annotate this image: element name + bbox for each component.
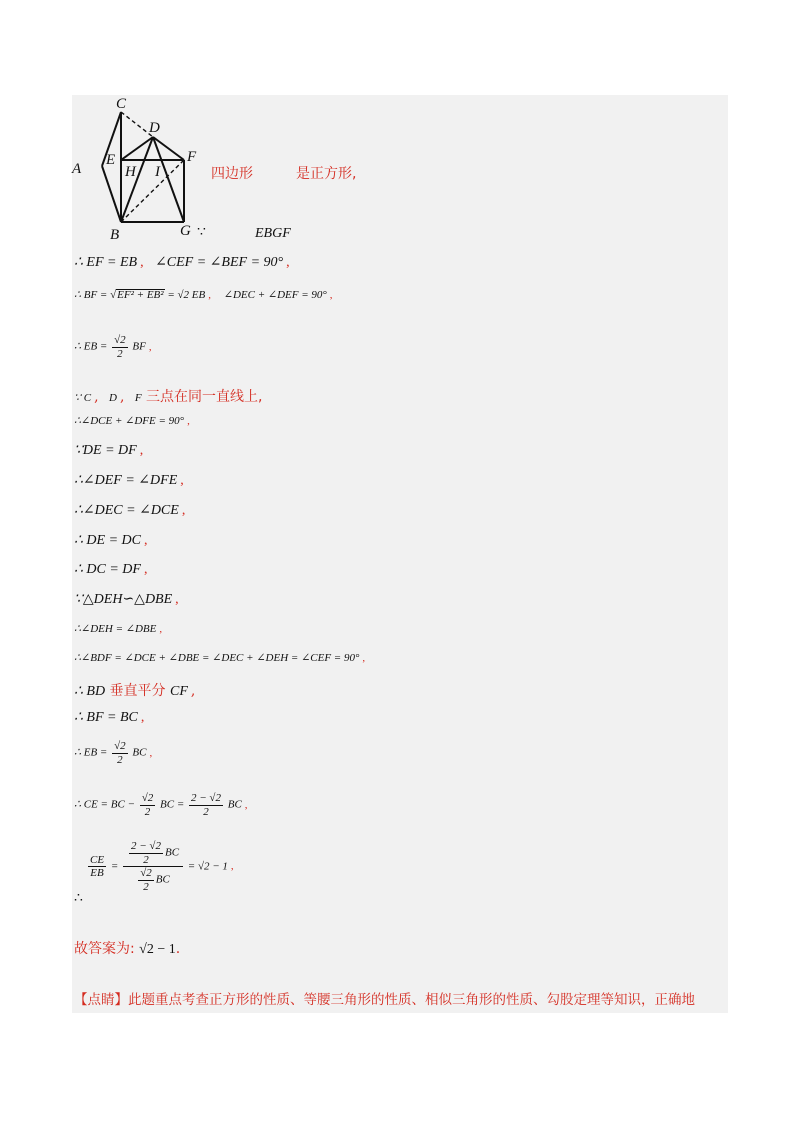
line-8 <box>74 472 184 489</box>
label-h: H <box>125 164 136 180</box>
comma: , <box>329 289 333 301</box>
comma: , <box>244 798 248 811</box>
geometry-figure <box>70 92 210 244</box>
line-13 <box>74 622 162 635</box>
point-c: ∵ C <box>74 392 92 404</box>
label-c: C <box>116 96 127 112</box>
note-bracket: 【点睛】 <box>74 992 128 1008</box>
line-11 <box>74 561 147 578</box>
eq-bdf: ∴∠BDF = ∠DCE + ∠DBE = ∠DEC + ∠DEH = ∠CEF = 90° <box>74 652 360 664</box>
comma: , <box>159 623 163 635</box>
square-name: EBGF <box>255 226 291 241</box>
point-d: D <box>109 392 117 404</box>
ce-eq: ∴ CE = BC − <box>74 798 135 811</box>
line-16 <box>74 709 144 726</box>
comma: , <box>175 592 179 607</box>
frac-num: √2 <box>141 792 154 804</box>
line-7 <box>74 442 143 459</box>
frac-num: √2 <box>140 867 152 880</box>
comma: , <box>208 289 211 301</box>
frac-den: 2 <box>203 805 209 818</box>
comma: , <box>119 389 125 405</box>
therefore-symbol: ∴ <box>74 890 83 906</box>
comma: , <box>187 415 190 427</box>
eq-dec-dce: ∴∠DEC = ∠DCE <box>74 503 179 518</box>
angle-cef-bef: ∠CEF = ∠BEF = 90° <box>155 255 284 270</box>
comma: , <box>149 746 153 759</box>
var-bc: BC <box>164 846 180 859</box>
comma: , <box>143 562 148 577</box>
frac-eb: EB <box>90 867 104 880</box>
comma: , <box>230 860 234 873</box>
comma: , <box>180 473 184 488</box>
comma: , <box>148 340 152 353</box>
answer-value: √2 − 1 <box>139 942 176 957</box>
frac-num: 2 − √2 <box>191 792 221 804</box>
note-line <box>74 988 695 1008</box>
eq-dc-df: ∴ DC = DF <box>74 562 141 577</box>
line-17 <box>74 740 152 766</box>
line-ef-eb <box>74 254 290 271</box>
line-10 <box>74 532 147 549</box>
since-symbol: ∵ <box>197 224 206 240</box>
var-bc: BC <box>155 873 170 886</box>
label-b: B <box>110 227 120 243</box>
comma: , <box>190 683 196 699</box>
label-f: F <box>187 149 197 165</box>
point-f: F <box>134 392 142 404</box>
var-bc: BC <box>227 798 242 811</box>
eq-de-dc: ∴ DE = DC <box>74 533 141 548</box>
ef-eq-eb: ∴ EF = EB <box>74 255 138 270</box>
frac-den: 2 <box>143 853 149 866</box>
is-square-label: 是正方形, <box>296 166 357 182</box>
frac-num: √2 <box>114 740 126 752</box>
frac-den: 2 <box>144 805 151 818</box>
line-eb-bf <box>74 334 152 360</box>
label-a: A <box>72 161 82 177</box>
perp-bisect-text: 垂直平分 <box>109 683 166 699</box>
bf-result: = √2 EB <box>167 289 206 301</box>
label-g: G <box>180 223 191 239</box>
line-18 <box>74 792 248 818</box>
collinear-text: 三点在同一直线上, <box>146 389 263 405</box>
comma: , <box>140 255 144 270</box>
frac-num: 2 − √2 <box>131 840 161 852</box>
line-14 <box>74 651 365 664</box>
label-d: D <box>149 120 160 136</box>
answer-label: 故答案为: <box>74 941 135 957</box>
note-text: 此题重点考查正方形的性质、等腰三角形的性质、相似三角形的性质、勾股定理等知识，正确地 <box>128 992 695 1008</box>
comma: , <box>94 389 99 405</box>
line-12 <box>74 591 179 608</box>
label-e: E <box>106 152 116 168</box>
eq-def-dfe: ∴∠DEF = ∠DFE <box>74 473 178 488</box>
cf-label: CF <box>169 684 188 699</box>
bf-radicand: EF² + EB² <box>117 289 164 301</box>
line-19: $\frac{CE}{EB}$ = $\frac{2 - √2}{2}$ BC $\frac{√2}{2}$ BC = √2 − 1 , <box>90 840 234 893</box>
line-15 <box>74 680 195 700</box>
ratio-result: = √2 − 1 <box>187 860 228 873</box>
angle-dec-def: ∠DEC + ∠DEF = 90° <box>223 289 327 301</box>
frac-den: 2 <box>117 347 123 360</box>
answer-period: . <box>175 941 181 957</box>
eq-bf-bc: ∴ BF = BC <box>74 710 138 725</box>
answer-line <box>74 938 180 958</box>
frac-ce: CE <box>90 853 105 866</box>
line-9 <box>74 502 185 519</box>
eq-de-df: ∵DE = DF <box>74 443 137 458</box>
line-6 <box>74 414 190 427</box>
frac-num: √2 <box>114 334 126 346</box>
comma: , <box>140 710 145 725</box>
quadrilateral-label: 四边形 <box>211 166 253 182</box>
bd-label: ∴ BD <box>74 684 106 699</box>
comma: , <box>362 652 366 664</box>
comma: , <box>139 443 144 458</box>
eq-dce-dfe: ∴∠DCE + ∠DFE = 90° <box>74 415 185 427</box>
comma: , <box>181 503 186 518</box>
comma: , <box>143 533 148 548</box>
eq-deh-dbe: ∴∠DEH = ∠DBE <box>74 623 157 635</box>
frac-den: 2 <box>117 753 123 766</box>
eb-eq-2: ∴ EB = <box>74 746 108 759</box>
var-bc: BC <box>132 746 147 759</box>
line-collinear <box>74 386 263 406</box>
line-bf: ∴ BF = √EF² + EB² = √2 EB , ∠DEC + ∠DEF = 90° , <box>74 289 333 301</box>
frac-den: 2 <box>143 880 149 893</box>
label-i: I <box>155 164 160 180</box>
eb-eq: ∴ EB = <box>74 340 108 353</box>
bf-eq: ∴ BF = <box>74 289 108 301</box>
bc-eq: BC = <box>160 798 185 811</box>
comma: , <box>286 255 290 270</box>
var-bf: BF <box>132 340 146 353</box>
similar-triangles: ∵△DEH∽△DBE <box>74 592 173 607</box>
